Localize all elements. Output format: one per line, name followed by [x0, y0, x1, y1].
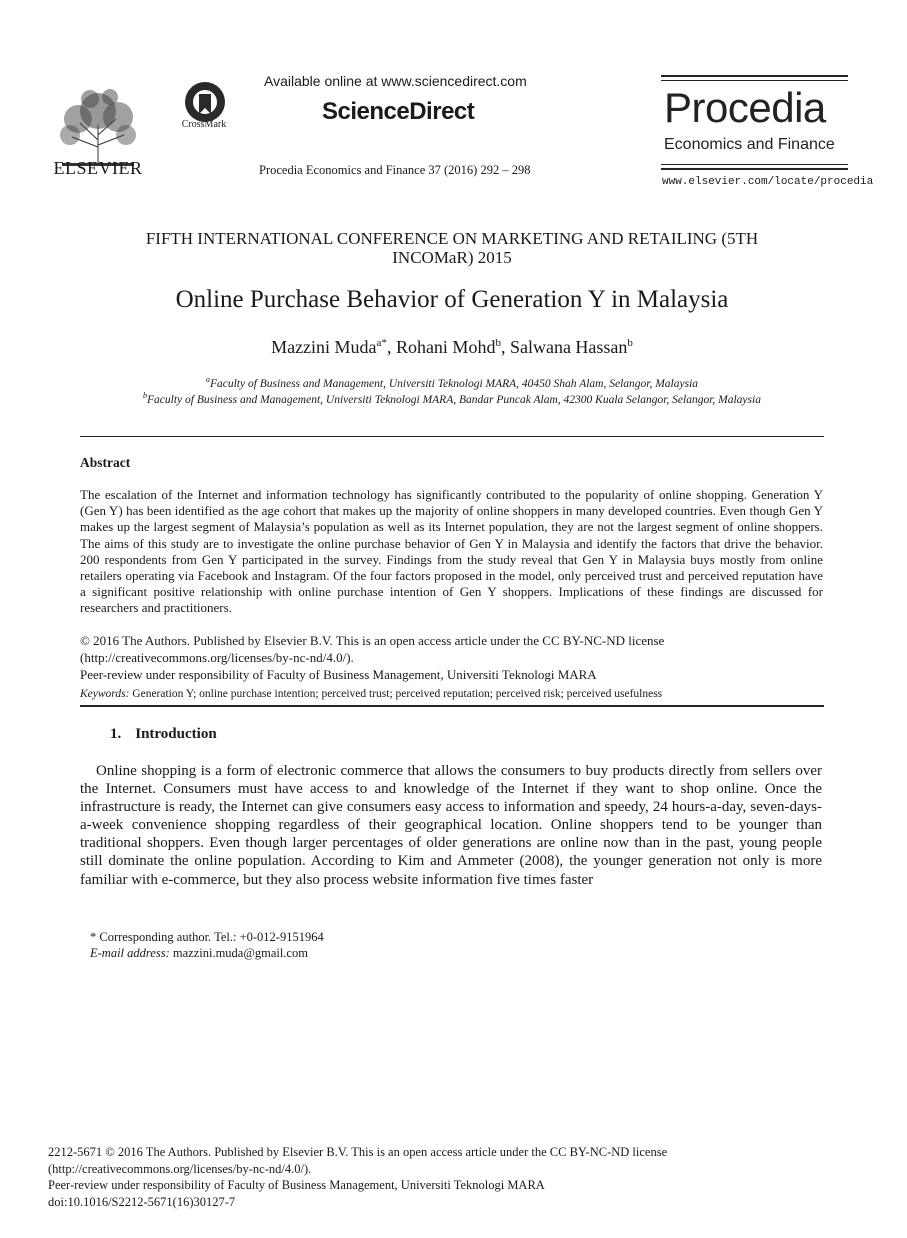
author-separator: , [386, 337, 396, 357]
email-line [90, 945, 324, 961]
license-paren-open: ( [48, 1161, 53, 1176]
copyright-block [80, 632, 824, 683]
affiliation-a [60, 375, 844, 390]
page-footer [48, 1144, 667, 1210]
abstract-top-rule [80, 436, 824, 437]
author-affiliation-mark: b [495, 337, 501, 349]
introduction-body [80, 762, 822, 889]
keywords-line [80, 688, 824, 700]
journal-citation: Procedia Economics and Finance 37 (2016) 292 – 298 [259, 163, 531, 177]
conference-name [80, 229, 824, 267]
license-paren-close: ). [303, 1161, 312, 1176]
procedia-rule [661, 80, 848, 81]
footer-issn-copyright: 2212-5671 © 2016 The Authors. Published by Elsevier B.V. This is an open access article under the CC BY-NC-ND license [48, 1145, 668, 1159]
license-link[interactable]: http://creativecommons.org/licenses/by-nc-nd/4.0/ [84, 650, 347, 665]
available-online-text: Available online at www.sciencedirect.com [264, 73, 527, 89]
affiliation-mark: b [143, 391, 148, 400]
introduction-paragraph: Online shopping is a form of electronic commerce that allows the consumers to buy products directly from sellers over the Internet. Consumers must have access to and knowledge of the Internet if they want to shop online. Once the infrastructure is ready, the Internet can give consumers easy access to information and speedy, 24 hours-a-day, seven-days-a-week convenience shopping regardless of their geographical location. Online shoppers tend to be younger than traditional shoppers. Even though larger percentages of older generations are online now than in the past, young people still dominate the online population. According to Kim and Ammeter (2008), the younger generation not only is more familiar with e-commerce, but they also process website information five times faster [80, 763, 822, 888]
license-paren-open: ( [80, 650, 85, 665]
journal-url-link[interactable]: www.elsevier.com/locate/procedia [662, 176, 874, 188]
footer-peer-review: Peer-review under responsibility of Faculty of Business Management, Universiti Teknologi MARA [48, 1178, 545, 1192]
author-affiliation-mark: a* [376, 337, 387, 349]
abstract-body: The escalation of the Internet and information technology has significantly contributed to the popularity of online shopping. Generation Y (Gen Y) has been identified as the age cohort that makes up the majority of online shoppers in many developed countries. Even though Gen Y makes up the largest segment of Malaysia’s population as well as its Internet population, they are not the largest segment of online shoppers. The aims of this study are to investigate the online purchase behavior of Gen Y in Malaysia and identify the factors that drive the behavior. 200 respondents from Gen Y participated in the survey. Findings from the study reveal that Gen Y in Malaysia buys mostly from online retailers operating via Facebook and Instagram. Of the four factors proposed in the model, only perceived trust and perceived reputation have a significant positive relationship with online purchase intention of Gen Y shoppers. Implications of these findings are discussed for researchers and practitioners. [80, 487, 823, 616]
affiliation-text: Faculty of Business and Management, Universiti Teknologi MARA, 40450 Shah Alam, Selangor, Malaysia [209, 377, 699, 390]
keywords-text: Generation Y; online purchase intention; perceived trust; perceived reputation; perceived risk; perceived usefulness [129, 688, 663, 700]
corresponding-author-line: * Corresponding author. Tel.: +0-012-9151964 [90, 930, 324, 944]
procedia-rule [661, 168, 848, 170]
footer-license-line [48, 1161, 667, 1178]
license-line [80, 649, 824, 666]
email-label: E-mail address: [90, 946, 170, 960]
affiliation-text: Faculty of Business and Management, Universiti Teknologi MARA, Bandar Puncak Alam, 42300 Kuala Selangor, Selangor, Malaysia [147, 393, 761, 406]
copyright-line: © 2016 The Authors. Published by Elsevier B.V. This is an open access article under the CC BY-NC-ND license [80, 633, 665, 648]
procedia-rule [661, 75, 848, 77]
sciencedirect-logo-text[interactable]: ScienceDirect [322, 98, 475, 125]
abstract-bottom-rule [80, 705, 824, 707]
crossmark-label: CrossMark [181, 119, 227, 130]
author-list [80, 337, 824, 358]
procedia-rule [661, 164, 848, 165]
license-paren-close: ). [346, 650, 354, 665]
abstract-heading: Abstract [80, 455, 131, 470]
corresponding-author-footnote [90, 929, 324, 961]
author-separator: , [500, 337, 510, 357]
author-name: Salwana Hassan [509, 337, 628, 357]
publisher-logo-text: ELSEVIER [53, 158, 143, 178]
footer-license-link[interactable]: http://creativecommons.org/licenses/by-nc-nd/4.0/ [52, 1161, 304, 1176]
author-affiliation-mark: b [627, 337, 633, 349]
email-address[interactable]: mazzini.muda@gmail.com [169, 946, 308, 960]
conference-line-2: INCOMaR) 2015 [392, 248, 512, 267]
author-name: Mazzini Muda [271, 337, 377, 357]
paper-title: Online Purchase Behavior of Generation Y in Malaysia [175, 286, 729, 313]
section-heading-introduction [110, 726, 217, 743]
journal-brand: Procedia [664, 84, 826, 131]
peer-review-line: Peer-review under responsibility of Faculty of Business Management, Universiti Teknologi MARA [80, 667, 597, 682]
journal-subtitle: Economics and Finance [664, 136, 835, 153]
affiliation-mark: a [205, 375, 210, 384]
conference-line-1: FIFTH INTERNATIONAL CONFERENCE ON MARKETING AND RETAILING (5TH [145, 229, 759, 248]
section-title: Introduction [135, 726, 217, 742]
section-number: 1. [110, 726, 122, 742]
keywords-label: Keywords: [80, 688, 130, 700]
affiliation-b [60, 391, 844, 406]
footer-doi[interactable]: doi:10.1016/S2212-5671(16)30127-7 [48, 1194, 236, 1209]
author-name: Rohani Mohd [395, 337, 496, 357]
